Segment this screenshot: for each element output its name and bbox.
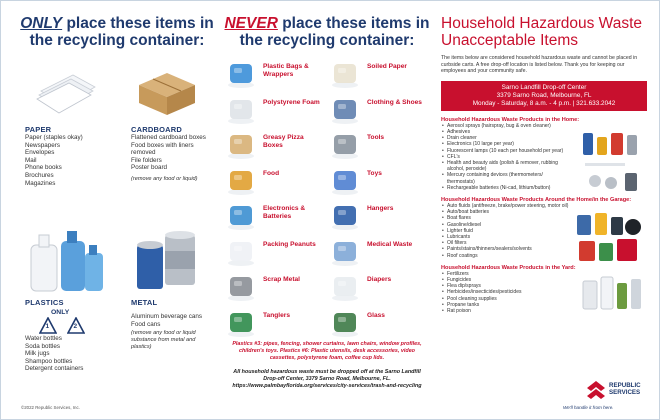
home-section-title: Household Hazardous Waste Products in the Home: <box>441 116 580 123</box>
syringe-icon <box>329 237 361 267</box>
cardboard-section <box>131 125 217 183</box>
home-list: • Aerosol sprays (hairspray, bug & oven cleaner) • Adhesives • Drain cleaner • Electronics (10 large per year) • Fluorescent lamps (10 each per household per year) • CFL's • Health and beauty aids (polish & remover, rubbing alcohol, peroxide) • Mercury containing devices (thermometers/ thermostats) • Rechargeable batteries (Ni-cad, lithium/button) <box>441 123 569 191</box>
toys-icon <box>329 166 361 196</box>
metal-cans-icon <box>133 231 203 291</box>
metal-section <box>131 298 217 351</box>
pizza-box-icon <box>225 130 257 160</box>
never-item <box>225 199 327 233</box>
never-item-label: Plastic Bags & Wrappers <box>263 63 309 78</box>
cardboard-list: Flattened cardboard boxes Food boxes with liners removed File folders Poster board <box>131 134 206 172</box>
paper-stack-icon <box>33 65 99 117</box>
dropoff-note: All household hazardous waste must be dropped off at the Sarno Landfill Drop-off Center, 3379 Sarno Road, Melbourne, FL. https://www.palmbayflorida.org/services/city-services/trash-and-recycling <box>232 369 422 389</box>
never-header: NEVER place these items in the recycling container: <box>224 15 430 49</box>
republic-logo-icon <box>585 379 607 403</box>
cardboard-box-icon <box>131 63 201 119</box>
hhw-title: Household Hazardous Waste Unacceptable Items <box>441 15 643 49</box>
never-item <box>329 128 431 162</box>
hhw-column <box>441 15 647 411</box>
plastic-bottles-icon <box>27 227 107 293</box>
only-column <box>19 15 215 411</box>
never-item-label: Hangers <box>367 205 394 212</box>
never-item <box>329 199 431 233</box>
metal-note: (remove any food or liquid substance from metal and plastics) <box>131 330 196 351</box>
recycling-codes: 1 2 <box>25 317 115 335</box>
garage-list: • Auto fluids (antifreeze, brake/power steering, motor oil) • Auto/boat batteries • Boat flares • Gasoline/diesel • Lighter fluid • Lubricants • Oil filters • Paints/stains/thinners/sealers/solvents • Roof coatings <box>441 203 569 259</box>
plastics-title: PLASTICS <box>25 298 64 307</box>
hose-icon <box>225 308 257 338</box>
never-item-label: Greasy Pizza Boxes <box>263 134 304 149</box>
hhw-intro: The items below are considered household hazardous waste and cannot be placed in curbside carts. A free drop-off location is listed below. Thank you for keeping our employees and your community safe. <box>441 55 638 75</box>
cardboard-title: CARDBOARD <box>131 125 182 134</box>
never-item-label: Diapers <box>367 276 392 283</box>
never-item <box>329 306 431 340</box>
plastics-section <box>25 298 115 373</box>
packing-peanuts-icon <box>225 237 257 267</box>
never-item <box>225 164 327 198</box>
diapers-icon <box>329 272 361 302</box>
never-item <box>329 93 431 127</box>
paper-list: Paper (staples okay) Newspapers Envelopes Mail Phone books Brochures Magazines <box>25 134 83 187</box>
yard-section-title: Household Hazardous Waste Products in the Yard: <box>441 264 576 271</box>
never-item <box>329 270 431 304</box>
paper-title: PAPER <box>25 125 52 134</box>
only-header: ONLY place these items in the recycling container: <box>20 15 214 49</box>
plastics-list: Water bottles Soda bottles Milk jugs Shampoo bottles Detergent containers <box>25 335 84 373</box>
cardboard-note: (remove any food or liquid) <box>131 175 198 182</box>
yard-section <box>441 265 647 314</box>
garage-section-title: Household Hazardous Waste Products Around the Home/in the Garage: <box>441 197 632 204</box>
never-item-label: Packing Peanuts <box>263 240 316 248</box>
never-column <box>223 15 431 411</box>
never-item-label: Soiled Paper <box>367 63 407 70</box>
yard-list: • Fertilizers • Fungicides • Flea dip/sprays • Herbicides/insecticides/pesticides • Pool cleaning supplies • Propane tanks • Rat poison <box>441 271 569 314</box>
brand-name: REPUBLIC SERVICES <box>609 382 641 396</box>
hanger-icon <box>329 201 361 231</box>
tools-icon <box>329 130 361 160</box>
never-item-label: Toys <box>367 169 382 177</box>
food-icon <box>225 166 257 196</box>
metal-list: Aluminum beverage cans Food cans <box>131 313 203 328</box>
never-item <box>329 235 431 269</box>
tagline: We'll handle it from here. <box>563 405 614 410</box>
scrap-metal-icon <box>225 272 257 302</box>
home-products-icon <box>579 129 645 197</box>
never-item <box>329 164 431 198</box>
garage-products-icon <box>575 209 645 265</box>
yard-products-icon <box>581 275 643 313</box>
never-item-label: Medical Waste <box>367 240 413 248</box>
garage-section <box>441 197 647 259</box>
never-item <box>225 270 327 304</box>
never-item <box>329 57 431 91</box>
home-section <box>441 117 647 191</box>
never-item-label: Tanglers <box>263 311 290 319</box>
clothing-icon <box>329 95 361 125</box>
never-item-label: Glass <box>367 311 385 319</box>
copyright: ©2022 Republic Services, Inc. <box>21 405 80 410</box>
never-item <box>225 306 327 340</box>
never-item <box>225 128 327 162</box>
never-item-label: Tools <box>367 134 385 141</box>
never-item-label: Food <box>263 169 280 177</box>
paper-section <box>25 125 115 187</box>
foam-icon <box>225 95 257 125</box>
dropoff-banner: Sarno Landfill Drop-off Center 3379 Sarno Road, Melbourne, FL Monday - Saturday, 8 a.m. - 4 p.m. | 321.633.2042 <box>441 81 647 111</box>
never-item-label: Polystyrene Foam <box>263 98 320 106</box>
soiled-paper-icon <box>329 59 361 89</box>
plastic-bag-icon <box>225 59 257 89</box>
glass-bottles-icon <box>329 308 361 338</box>
never-item-label: Clothing & Shoes <box>367 98 422 106</box>
never-item-label: Scrap Metal <box>263 276 301 283</box>
never-item <box>225 235 327 269</box>
never-item <box>225 93 327 127</box>
metal-title: METAL <box>131 298 158 307</box>
plastics-only-label: ONLY <box>51 309 70 316</box>
plastics-codes-note: Plastics #3: pipes, fencing, shower curtains, lawn chairs, window profiles, children's toys. Plastics #6: Plastic utensils, desk accessories, video cassettes, polystyrene foam, coffee cup lids. <box>232 341 422 361</box>
never-item-label: Electronics & Batteries <box>263 205 306 220</box>
never-item <box>225 57 327 91</box>
batteries-icon <box>225 201 257 231</box>
